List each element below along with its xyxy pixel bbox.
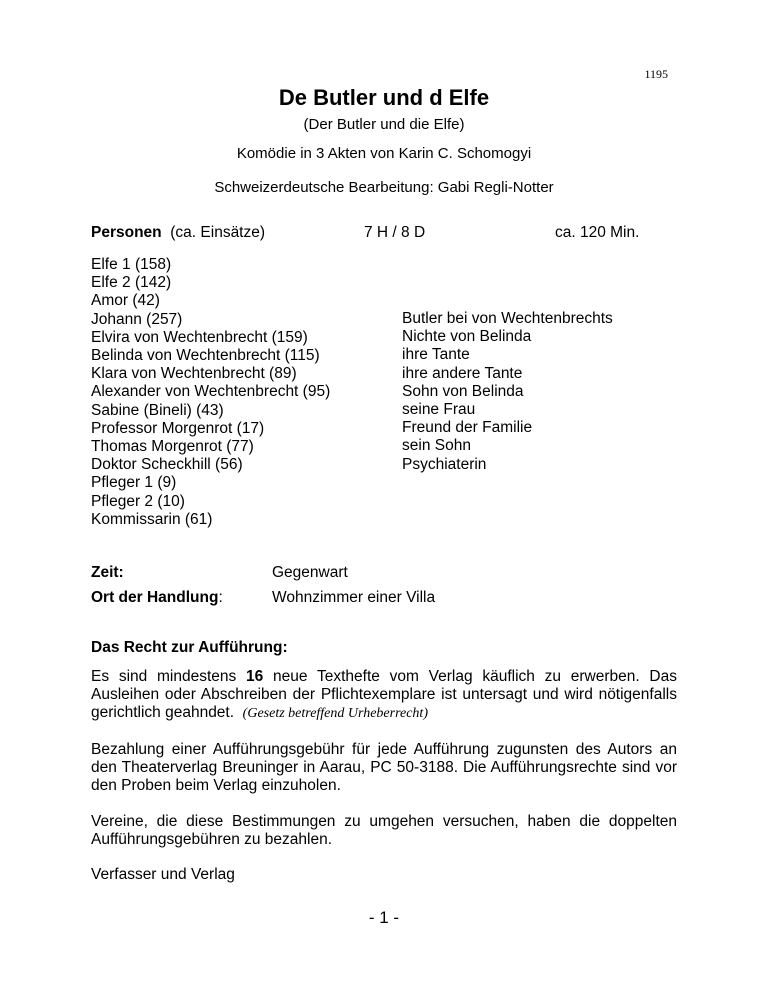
cast-item: Doktor Scheckhill (56) [91, 456, 243, 474]
minimum-copies: 16 [246, 668, 264, 685]
time-value: Gegenwart [272, 564, 348, 581]
place-label-text: Ort der Handlung [91, 589, 219, 606]
cast-item: Sabine (Bineli) (43) [91, 401, 224, 419]
cast-heading-label: Personen [91, 224, 162, 241]
cast-count: 7 H / 8 D [364, 224, 426, 241]
place-label-colon: : [218, 589, 223, 606]
place-value: Wohnzimmer einer Villa [272, 589, 436, 606]
cast-item: Johann (257) [91, 310, 183, 328]
role-description: Sohn von Belinda [402, 382, 524, 400]
cast-list [91, 256, 330, 529]
rights-paragraph-fee: Bezahlung einer Aufführungsgebühr für jede Aufführung zugunsten des Autors an den Theaterverlag Breuninger in Aarau, PC 50-3188. Die Aufführungsrechte sind vor den Proben beim Verlag einzuholen. [91, 741, 677, 795]
play-duration: ca. 120 Min. [555, 224, 640, 241]
play-subtitle: (Der Butler und die Elfe) [303, 116, 465, 133]
page-number: - 1 - [368, 908, 400, 927]
rights-heading: Das Recht zur Aufführung: [91, 639, 288, 656]
purchase-text-rest: neue Texthefte vom Verlag käuflich zu erwerben. Das Ausleihen oder Abschreiben der Pflichtexemplare ist untersagt und wird nötigenfalls gerichtlich geahndet. [91, 668, 677, 722]
role-description: ihre Tante [402, 346, 470, 364]
cast-item: Pfleger 1 (9) [91, 474, 177, 492]
signoff: Verfasser und Verlag [91, 866, 235, 883]
cast-item: Thomas Morgenrot (77) [91, 438, 254, 456]
cast-item: Kommissarin (61) [91, 510, 213, 528]
cast-heading-note: (ca. Einsätze) [170, 224, 266, 241]
time-label: Zeit: [91, 564, 124, 581]
cast-item: Elvira von Wechtenbrecht (159) [91, 328, 308, 346]
adaptation-credit: Schweizerdeutsche Bearbeitung: Gabi Regli-Notter [214, 179, 554, 196]
cast-heading [91, 224, 265, 242]
cast-item: Elfe 2 (142) [91, 274, 172, 292]
place-label [91, 589, 223, 607]
cast-item: Professor Morgenrot (17) [91, 419, 265, 437]
rights-paragraph-purchase [91, 668, 677, 724]
play-title: De Butler und d Elfe [278, 85, 490, 110]
cast-item: Elfe 1 (158) [91, 256, 172, 273]
role-description: Butler bei von Wechtenbrechts [402, 310, 613, 327]
genre-author-line: Komödie in 3 Akten von Karin C. Schomogyi [236, 145, 532, 162]
cast-item: Klara von Wechtenbrecht (89) [91, 365, 297, 383]
role-description: ihre andere Tante [402, 364, 523, 382]
purchase-text-start: Es sind mindestens [91, 668, 247, 685]
cast-item: Alexander von Wechtenbrecht (95) [91, 383, 331, 401]
role-description: seine Frau [402, 401, 476, 419]
role-description: sein Sohn [402, 437, 471, 455]
cast-item: Belinda von Wechtenbrecht (115) [91, 347, 320, 365]
copyright-law-note: (Gesetz betreffend Urheberrecht) [242, 706, 428, 722]
role-description: Psychiaterin [402, 455, 487, 473]
role-description: Nichte von Belinda [402, 328, 532, 346]
document-number: 1195 [644, 67, 668, 81]
role-description: Freund der Familie [402, 419, 533, 437]
rights-paragraph-penalty: Vereine, die diese Bestimmungen zu umgehen versuchen, haben die doppelten Aufführungsgebühren zu bezahlen. [91, 813, 677, 849]
cast-item: Amor (42) [91, 292, 160, 310]
cast-item: Pfleger 2 (10) [91, 492, 185, 510]
role-description-list [402, 310, 613, 474]
